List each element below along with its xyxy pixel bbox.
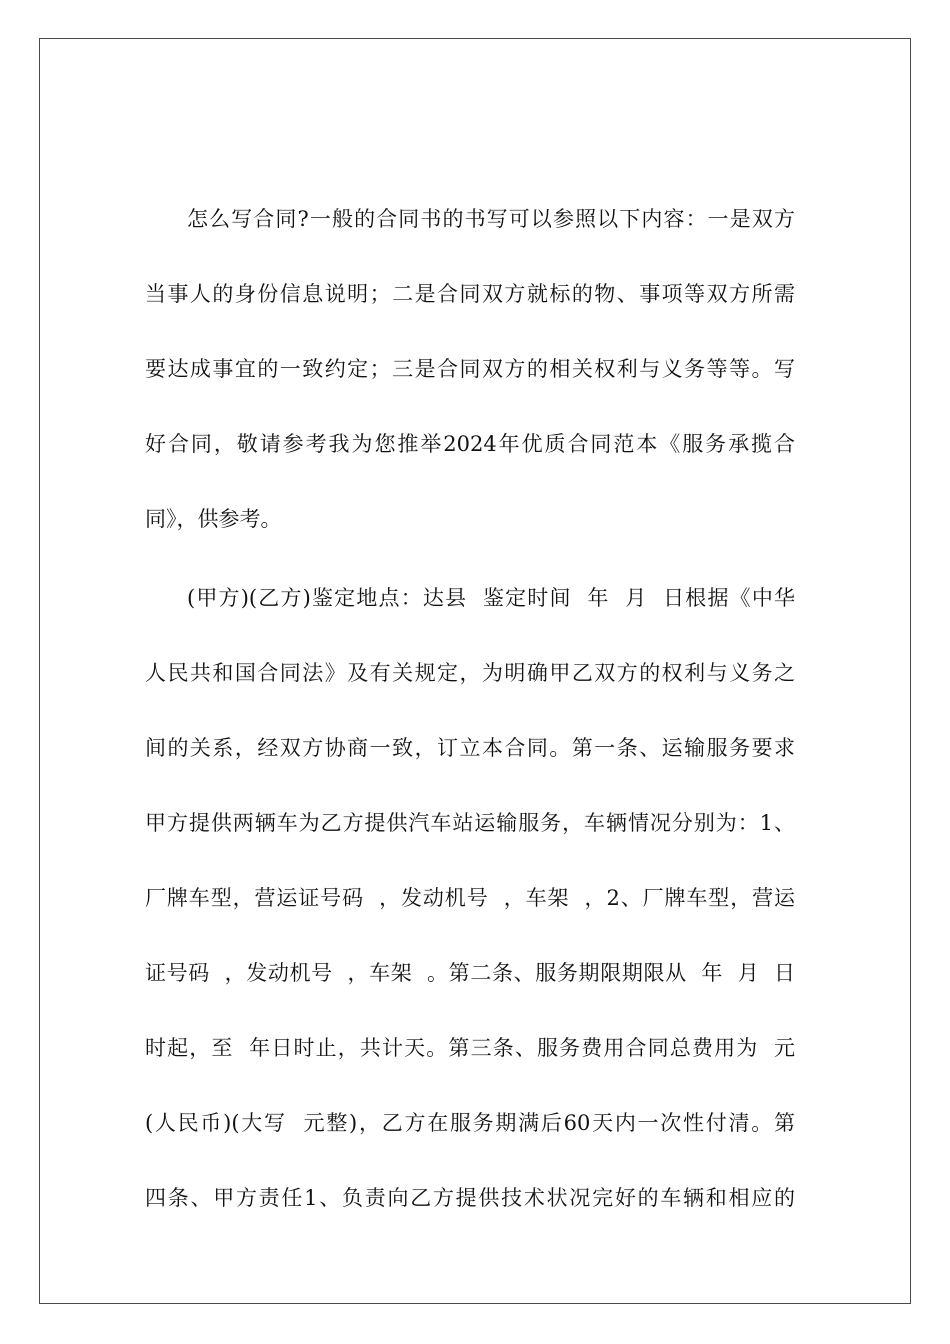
paragraph-2-line-3: 间的关系，经双方协商一致，订立本合同。第一条、运输服务要求 (145, 736, 795, 760)
paragraph-1-line-1: 怎么写合同?一般的合同书的书写可以参照以下内容：一是双方 (187, 207, 795, 231)
paragraph-1-line-3: 要达成事宜的一致约定；三是合同双方的相关权利与义务等等。写 (145, 357, 795, 381)
paragraph-1-line-5: 同》，供参考。 (145, 507, 282, 531)
paragraph-2-line-4: 甲方提供两辆车为乙方提供汽车站运输服务，车辆情况分别为：1、 (145, 811, 795, 835)
paragraph-1-line-2: 当事人的身份信息说明；二是合同双方就标的物、事项等双方所需 (145, 282, 795, 306)
paragraph-2-line-8: (人民币)(大写 元整)，乙方在服务期满后60天内一次性付清。第 (145, 1111, 795, 1135)
paragraph-2-line-6: 证号码 ，发动机号 ，车架 。第二条、服务期限期限从 年 月 日 (145, 961, 795, 985)
paragraph-2-line-9: 四条、甲方责任1、负责向乙方提供技术状况完好的车辆和相应的 (145, 1186, 795, 1210)
paragraph-1-line-4: 好合同，敬请参考我为您推举2024年优质合同范本《服务承揽合 (145, 432, 795, 456)
paragraph-2-line-7: 时起，至 年日时止，共计天。第三条、服务费用合同总费用为 元 (145, 1036, 795, 1060)
paragraph-2-line-2: 人民共和国合同法》及有关规定，为明确甲乙双方的权利与义务之 (145, 661, 795, 685)
paragraph-2-line-1: (甲方)(乙方)鉴定地点：达县 鉴定时间 年 月 日根据《中华 (187, 586, 795, 610)
paragraph-2-line-5: 厂牌车型，营运证号码 ，发动机号 ，车架 ，2、厂牌车型，营运 (145, 886, 795, 910)
